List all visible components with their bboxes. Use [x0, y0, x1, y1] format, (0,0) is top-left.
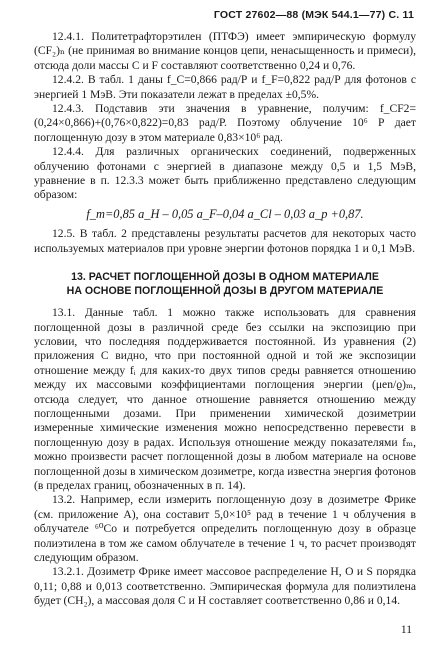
paragraph-12-4-3: 12.4.3. Подставив эти значения в уравнение, получим: f_CF2=(0,24×0,866)+(0,76×0,822)=0,83 рад/Р. Поэтому облучение 10⁶ Р дает поглощенную дозу в этом материале 0,83×10⁶ рад.: [34, 102, 416, 144]
paragraph-12-4-4: 12.4.4. Для различных органических соединений, подверженных облучению фотонами с энергией в диапазоне между 0,5 и 1,5 МэВ, уравнение в п. 12.3.3 может быть приближенно представлено следующим образом:: [34, 145, 416, 202]
section-heading-line-2: НА ОСНОВЕ ПОГЛОЩЕННОЙ ДОЗЫ В ДРУГОМ МАТЕРИАЛЕ: [66, 285, 384, 298]
equation-fm: f_m=0,85 a_H – 0,05 a_F–0,04 a_Cl – 0,03 a_p +0,87.: [86, 206, 364, 221]
page-header: ГОСТ 27602—88 (МЭК 544.1—77) С. 11: [213, 9, 414, 21]
document-body: [34, 30, 416, 609]
paragraph-13-2: 13.2. Например, если измерить поглощенную дозу в дозиметре Фрике (см. приложение А), она составит 5,0×10⁵ рад в течение 1 ч облучения в облучателе ⁶⁰Co и потребуется определить поглощенную дозу в образце полиэтилена в том же самом облучателе в течение 1 ч, то расчет производят следующим образом.: [34, 493, 416, 564]
section-heading-13: [34, 270, 416, 298]
paragraph-13-1: 13.1. Данные табл. 1 можно также использовать для сравнения поглощенной дозы в различной среде без ссылки на экспозицию при условии, что последняя поддерживается постоянной. Из уравнения (2) приложения С видно, что при постоянной одной и той же экспозиции отношение между fᵢ для каких-то двух типов среды равняется отношению между их массовыми коэффициентами поглощения энергии (μen/ϱ)ₘ, отсюда следует, что данное отношение равняется отношению между поглощенными дозами. При применении химической дозиметрии измеренные химические изменения можно непосредственно перевести в поглощенную дозу в радах. Используя отношение между показателями fₘ, можно произвести расчет поглощенной дозы в любом материале на основе поглощенной дозы в химическом дозиметре, когда известна энергия фотонов (в пределах границ, обозначенных в п. 14).: [34, 306, 416, 492]
paragraph-12-4-1: 12.4.1. Политетрафторэтилен (ПТФЭ) имеет эмпирическую формулу (CF₂)ₙ (не принимая во внимание концов цепи, ненасыщенность и примеси), отсюда доли массы C и F составляют соответственно 0,24 и 0,76.: [34, 30, 416, 72]
paragraph-13-2-1: 13.2.1. Дозиметр Фрике имеет массовое распределение H, O и S порядка 0,11; 0,88 и 0,013 соответственно. Эмпирическая формула для полиэтилена будет (CH₂), а массовая доля C и H составляет соответственно 0,86 и 0,14.: [34, 565, 416, 608]
page-number: 11: [400, 624, 412, 636]
paragraph-12-5: 12.5. В табл. 2 представлены результаты расчетов для некоторых часто используемых материалов при уровне энергии фотонов порядка 1 и 0,1 МэВ.: [34, 227, 416, 255]
section-heading-line-1: 13. РАСЧЕТ ПОГЛОЩЕННОЙ ДОЗЫ В ОДНОМ МАТЕРИАЛЕ: [71, 271, 379, 284]
paragraph-12-4-2: 12.4.2. В табл. 1 даны f_C=0,866 рад/Р и f_F=0,822 рад/Р для фотонов с энергией 1 МэВ. Эти показатели лежат в пределах ±0,5%.: [34, 73, 416, 101]
